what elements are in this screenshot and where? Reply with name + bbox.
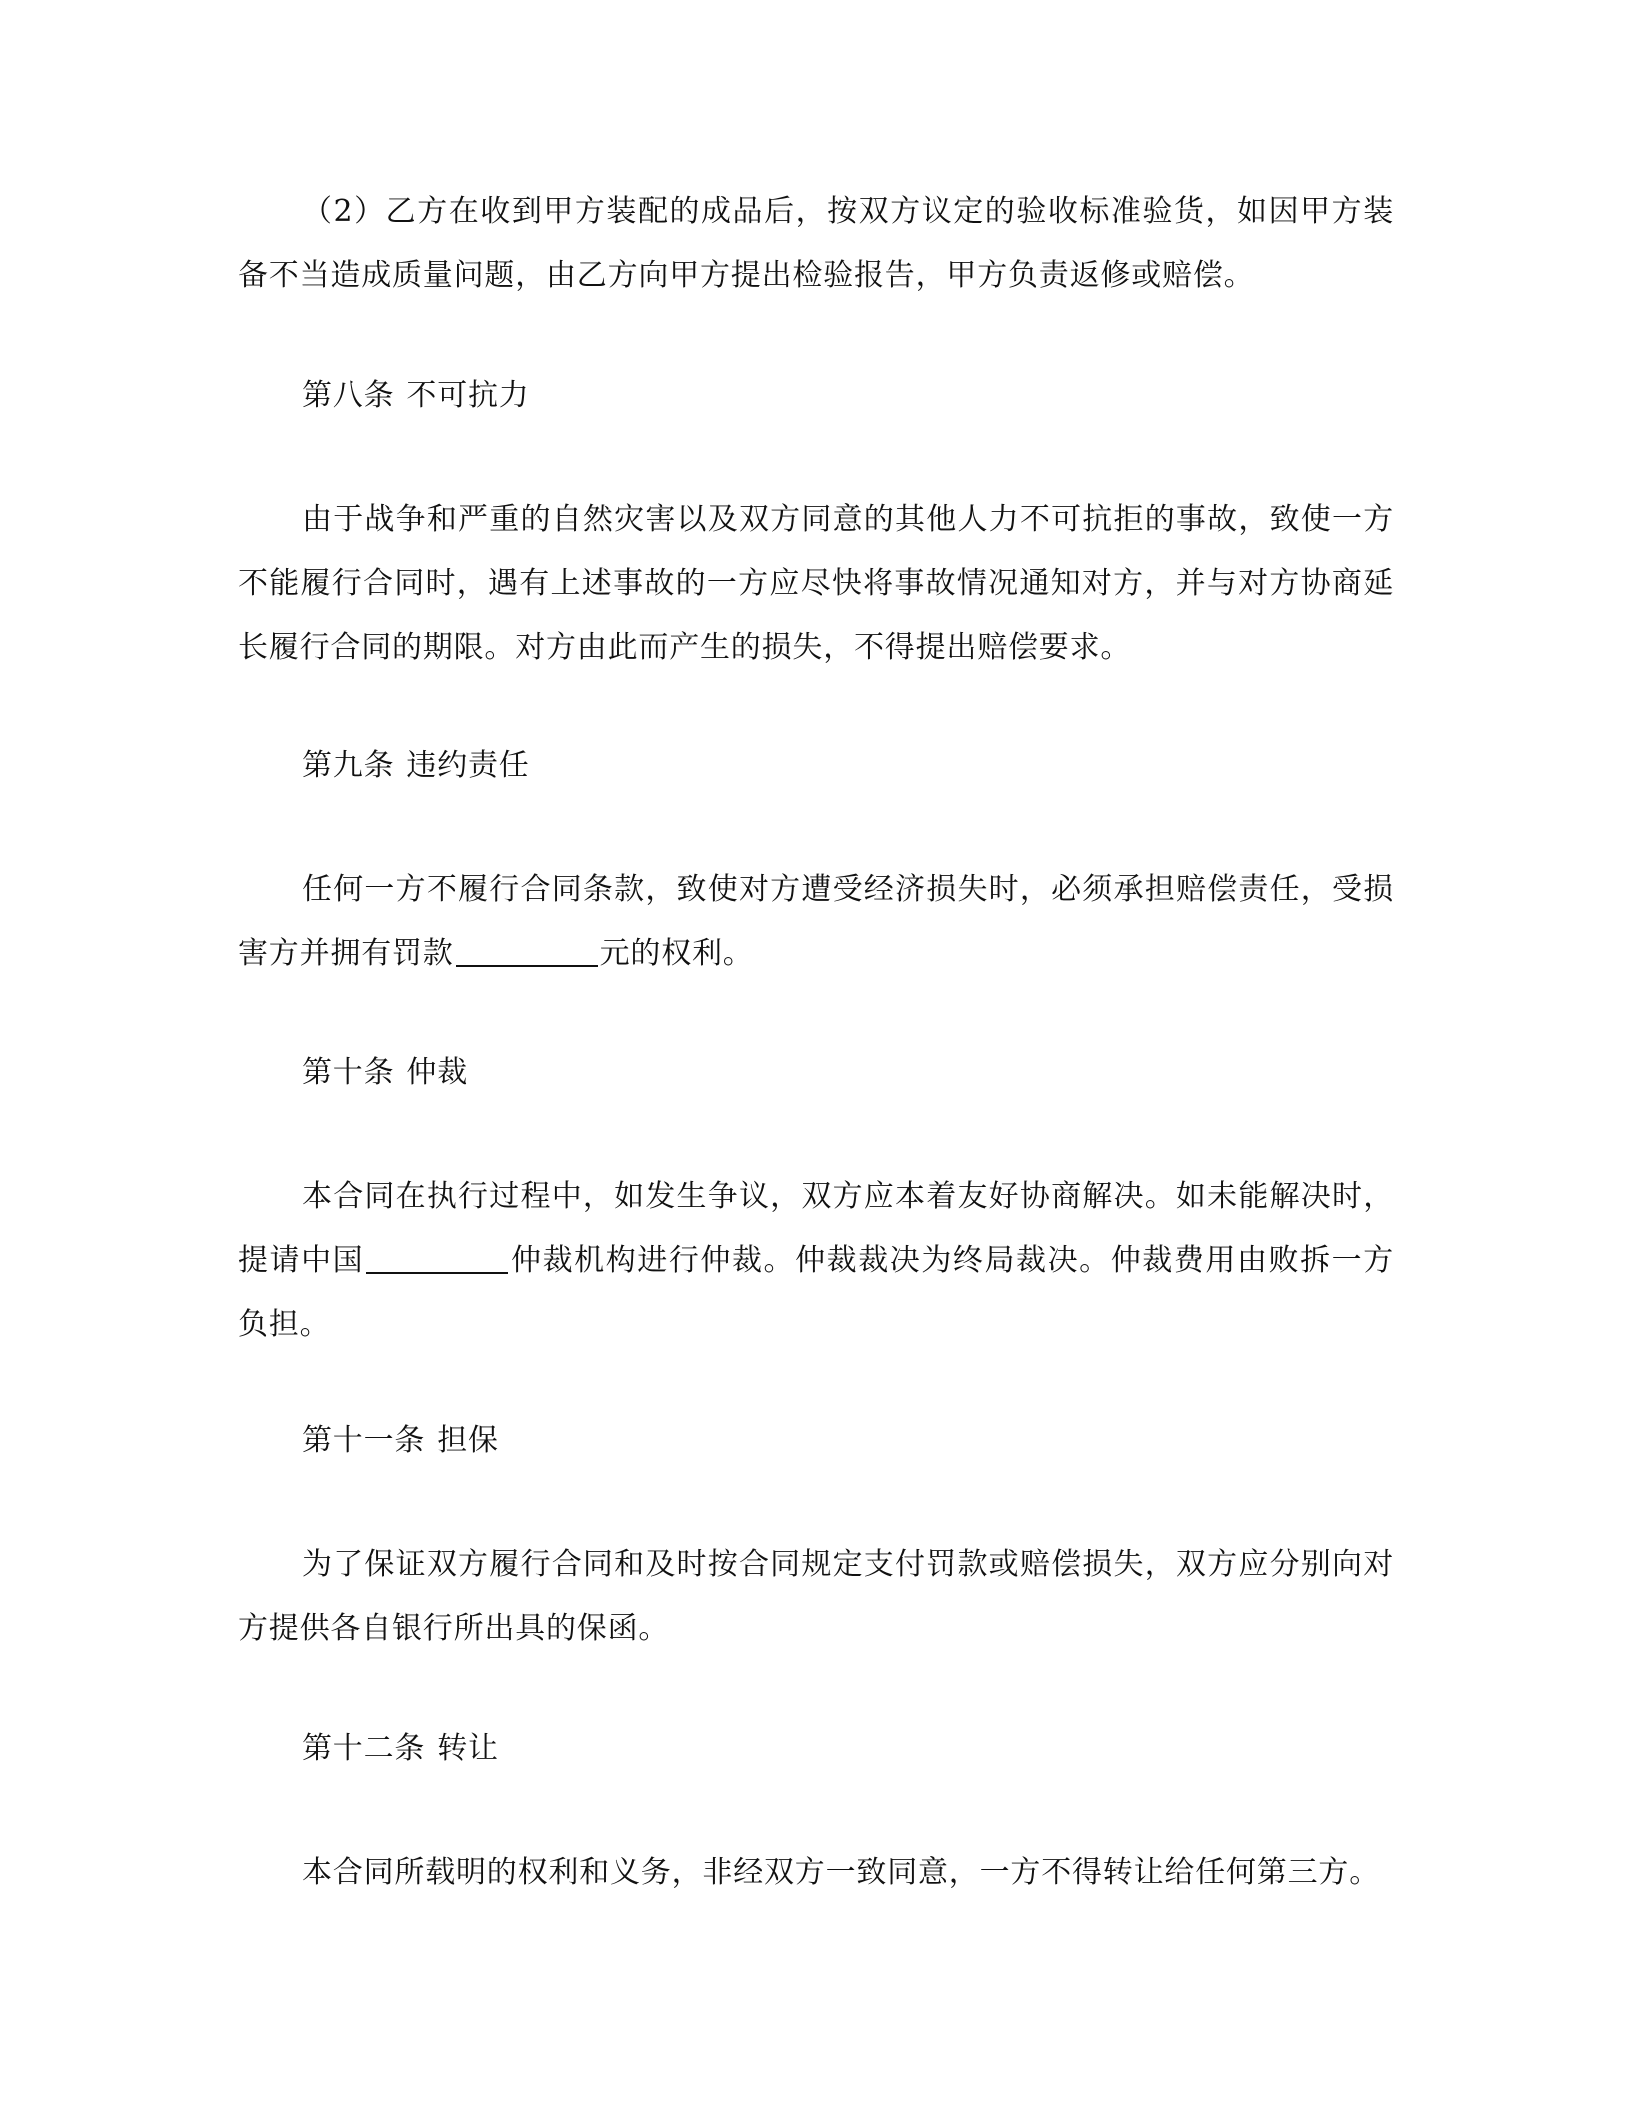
article-8-body: 由于战争和严重的自然灾害以及双方同意的其他人力不可抗拒的事故，致使一方不能履行合同时，遇有上述事故的一方应尽快将事故情况通知对方，并与对方协商延长履行合同的期限。对方由此而产生的损失，不得提出赔偿要求。	[238, 502, 1394, 665]
article-12-heading	[302, 1729, 499, 1769]
article-9-heading	[302, 746, 530, 786]
article-11-number: 第十一条	[302, 1423, 426, 1458]
article-10-body-end: 仲裁机构进行仲裁。仲裁裁决为终局裁决。仲裁费用由败拆一方负担。	[238, 1243, 1394, 1342]
article-11-heading	[302, 1421, 499, 1461]
article-10-title: 仲裁	[406, 1055, 469, 1090]
article-12-title: 转让	[437, 1731, 499, 1766]
clause-quality-2-paragraph: （2）乙方在收到甲方装配的成品后，按双方议定的验收标准验货，如因甲方装备不当造成质量问题，由乙方向甲方提出检验报告，甲方负责返修或赔偿。	[238, 194, 1394, 293]
article-12-body: 本合同所载明的权利和义务，非经双方一致同意，一方不得转让给任何第三方。	[302, 1855, 1380, 1890]
article-10-number: 第十条	[302, 1055, 395, 1090]
article-9-title: 违约责任	[406, 748, 530, 783]
article-10-body	[238, 1165, 1394, 1357]
article-10-body-start: 本合同在执行过程中，如发生争议，双方应本着友好协商解决。如未能解决时，提请中国	[238, 1179, 1394, 1278]
article-8-heading	[302, 376, 530, 416]
article-11-body: 为了保证双方履行合同和及时按合同规定支付罚款或赔偿损失，双方应分别向对方提供各自银行所出具的保函。	[238, 1547, 1394, 1646]
article-9-number: 第九条	[302, 748, 395, 783]
article-10-heading	[302, 1053, 468, 1093]
article-9-body-start: 任何一方不履行合同条款，致使对方遭受经济损失时，必须承担赔偿责任，受损害方并拥有罚款	[238, 872, 1394, 971]
penalty-amount-blank	[456, 935, 598, 967]
article-11-title: 担保	[437, 1423, 499, 1458]
article-8-title: 不可抗力	[406, 378, 530, 413]
article-9-body	[238, 858, 1394, 986]
arbitration-body-blank	[366, 1242, 508, 1274]
article-12-number: 第十二条	[302, 1731, 426, 1766]
article-9-body-end: 元的权利。	[599, 936, 754, 971]
article-8-number: 第八条	[302, 378, 395, 413]
